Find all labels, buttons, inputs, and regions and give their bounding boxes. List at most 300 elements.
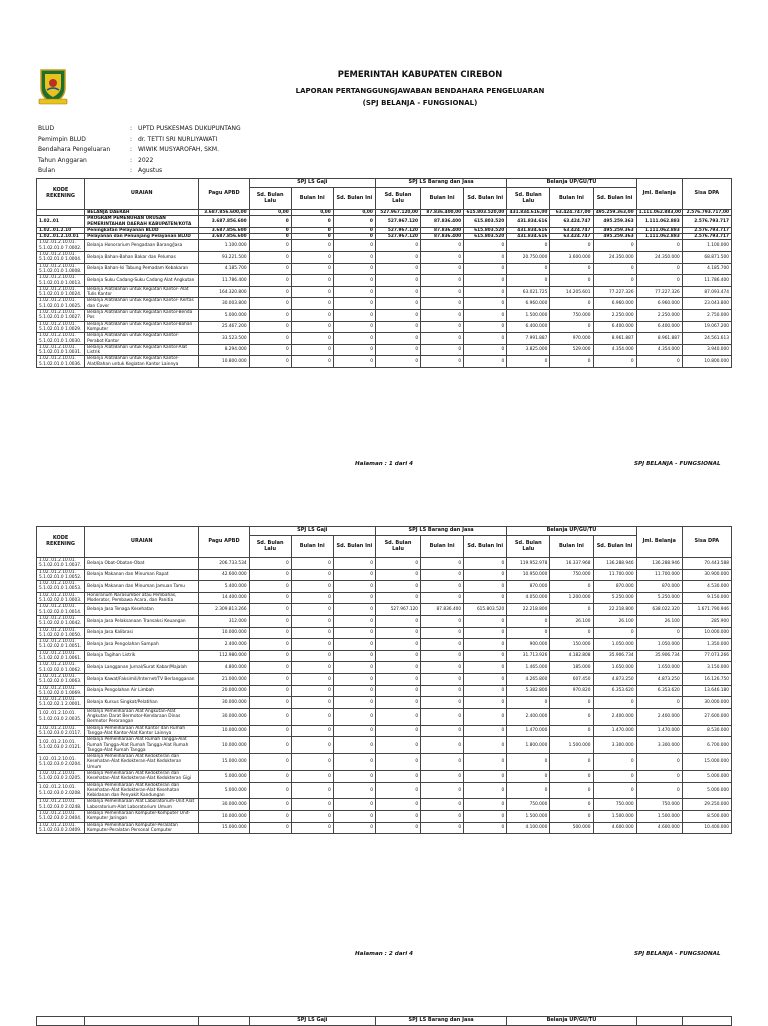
- cell-amount: 0: [333, 685, 375, 697]
- cell-amount: 63.424.747,00: [550, 210, 593, 216]
- cell-amount: 0: [636, 240, 682, 252]
- table-row: [37, 708, 732, 725]
- cell-amount: 0: [593, 240, 636, 252]
- cell-amount: 0,00: [249, 210, 291, 216]
- cell-amount: 1.350.000: [682, 639, 731, 651]
- info-value: Agustus: [138, 167, 163, 175]
- cell-amount: 0: [421, 344, 464, 356]
- cell-amount: 2.576.793.717: [682, 234, 731, 240]
- cell-amount: 0,00: [291, 210, 333, 216]
- cell-amount: 4.265.800: [507, 673, 550, 685]
- cell-amount: 5.250.000: [636, 592, 682, 604]
- col-pagu-header: Pagu APBD: [199, 527, 249, 558]
- cell-amount: 8.530.000: [682, 725, 731, 737]
- cell-amount: 4.185.700: [199, 263, 249, 275]
- info-label: BLUD: [38, 125, 55, 132]
- info-value: dr. TETTI SRI NURLIYAWATI: [138, 135, 218, 143]
- cell-amount: 0: [421, 770, 464, 782]
- table-row: [37, 639, 732, 651]
- cell-amount: 0: [291, 673, 333, 685]
- group-ls-gaji-header: SPJ LS Gaji: [249, 1017, 375, 1026]
- cell-amount: 8.500.000: [682, 811, 731, 823]
- table-row: [37, 604, 732, 616]
- cell-amount: 164.320.800: [199, 286, 249, 298]
- cell-amount: 15.000.000: [199, 822, 249, 834]
- cell-amount: 1.500.000: [593, 811, 636, 823]
- cell-amount: 3.687.856.600: [199, 234, 249, 240]
- cell-amount: 0: [249, 604, 291, 616]
- col-bulan-ini-header: Bulan Ini: [550, 536, 593, 558]
- government-name: PEMERINTAH KABUPATEN CIREBON: [337, 69, 503, 79]
- cell-amount: 42.600.000: [199, 569, 249, 581]
- cell-amount: 0: [375, 799, 420, 811]
- cell-amount: 750.000: [636, 799, 682, 811]
- col-uraian-header: URAIAN: [85, 179, 199, 210]
- cell-amount: 0: [464, 286, 507, 298]
- cell-amount: 23.043.800: [682, 298, 731, 310]
- cell-amount: 0: [464, 639, 507, 651]
- cell-amount: 1.111.062.883,00: [636, 210, 682, 216]
- cell-amount: 615.803.520: [464, 216, 507, 228]
- cell-amount: 0: [291, 216, 333, 228]
- cell-amount: 0: [375, 708, 420, 725]
- cell-amount: 27.600.000: [682, 708, 731, 725]
- table-row: [37, 333, 732, 345]
- info-separator: :: [130, 156, 133, 164]
- cell-amount: 35.906.734: [636, 650, 682, 662]
- cell-amount: 0: [249, 770, 291, 782]
- cell-amount: 5.000.000: [199, 782, 249, 799]
- cell-uraian: Belanja Pemeliharaan Alat Angkutan-Alat Angkutan Darat Bermotor-Kendaraan Dinas Bermotor Perorangan: [85, 708, 199, 725]
- col-sd-bulan-ini-header: Sd. Bulan Ini: [593, 536, 636, 558]
- cell-amount: 2.250.000: [636, 310, 682, 322]
- cell-amount: 119.952.978: [507, 558, 550, 570]
- cell-amount: 1.470.000: [593, 725, 636, 737]
- cell-amount: 529.000: [550, 344, 593, 356]
- cell-amount: 0: [550, 263, 593, 275]
- cell-amount: 0: [333, 697, 375, 709]
- cell-amount: 0: [593, 627, 636, 639]
- cell-amount: 0: [291, 697, 333, 709]
- cell-amount: 0: [375, 615, 420, 627]
- col-sd-bulan-ini-header: Sd. Bulan Ini: [464, 188, 507, 210]
- cell-amount: 0: [421, 673, 464, 685]
- cell-amount: 0: [507, 356, 550, 368]
- group-ls-barang-header: SPJ LS Barang dan Jasa: [375, 527, 506, 536]
- cell-uraian: Belanja Honorarium Pengadaan Barang/Jasa: [85, 240, 199, 252]
- table-row: [37, 275, 732, 287]
- cell-amount: 0: [375, 286, 420, 298]
- cell-amount: 0: [421, 799, 464, 811]
- table-row: [37, 754, 732, 771]
- cell-amount: 0: [249, 627, 291, 639]
- cell-amount: 0: [333, 216, 375, 228]
- cell-amount: 0: [291, 650, 333, 662]
- cell-amount: 0: [333, 240, 375, 252]
- cell-amount: 0: [464, 263, 507, 275]
- cell-amount: 0: [333, 662, 375, 674]
- cell-uraian: Belanja Pemeliharaan Alat Kedokteran dan Kesehatan-Alat Kedokteran-Alat Kedokteran Gigi: [85, 770, 199, 782]
- cell-amount: 31.713.926: [507, 650, 550, 662]
- cell-amount: 63.424.747: [550, 216, 593, 228]
- cell-amount: 0: [333, 310, 375, 322]
- cell-amount: 0: [291, 685, 333, 697]
- cell-amount: 14.205.601: [550, 286, 593, 298]
- cell-amount: 0: [421, 592, 464, 604]
- cell-amount: 0: [464, 356, 507, 368]
- cell-amount: 0: [375, 662, 420, 674]
- cell-uraian: Peningkatan Pelayanan BLUD: [85, 227, 199, 233]
- cell-amount: 0: [291, 275, 333, 287]
- table-row: [37, 650, 732, 662]
- group-up-gu-tu-header: Belanja UP/GU/TU: [507, 179, 636, 188]
- cell-amount: 527.967.120,00: [375, 210, 420, 216]
- col-kode-header: KODE REKENING: [37, 179, 85, 210]
- cell-amount: 0: [421, 811, 464, 823]
- cell-amount: 0: [507, 275, 550, 287]
- cell-amount: 0: [291, 286, 333, 298]
- table-row: [37, 298, 732, 310]
- cell-amount: 0: [464, 737, 507, 754]
- cell-amount: 0: [375, 252, 420, 264]
- cell-amount: 0: [636, 697, 682, 709]
- cell-amount: 19.067.200: [682, 321, 731, 333]
- cell-amount: 0: [375, 356, 420, 368]
- cell-amount: 1.500.000: [636, 811, 682, 823]
- col-sd-bulan-lalu-header: Sd. Bulan Lalu: [507, 536, 550, 558]
- cell-amount: 0,00: [333, 210, 375, 216]
- table-row: [37, 811, 732, 823]
- cell-amount: 26.100: [550, 615, 593, 627]
- cell-amount: 0: [249, 799, 291, 811]
- cell-uraian: Belanja Bahan-Isi Tabung Pemadam Kebakaran: [85, 263, 199, 275]
- cell-kode-rekening: 1.02..01.2.10.01. 5.1.02.02.0 1.0014.: [37, 604, 85, 616]
- table-row: [37, 673, 732, 685]
- cell-amount: 0: [291, 234, 333, 240]
- cell-amount: 0: [375, 275, 420, 287]
- cell-amount: 0: [291, 581, 333, 593]
- cell-amount: 2.400.000: [199, 639, 249, 651]
- report-title: LAPORAN PERTANGGUNGJAWABAN BENDAHARA PENGELUARAN: [295, 87, 545, 95]
- cell-amount: 0: [464, 662, 507, 674]
- cell-amount: 0: [333, 737, 375, 754]
- cell-amount: 0: [375, 770, 420, 782]
- cell-amount: 0: [375, 627, 420, 639]
- cell-amount: 26.100: [593, 615, 636, 627]
- info-label: Tahun Anggaran: [38, 156, 87, 164]
- cell-kode-rekening: 1.02..01.2.10.01. 5.1.02.01.0 1.0030.: [37, 333, 85, 345]
- cell-kode-rekening: 1.02..01.2.10.01. 5.1.02.01.0 1.0027.: [37, 310, 85, 322]
- cell-amount: 7.991.887: [507, 333, 550, 345]
- cell-amount: 870.000: [636, 581, 682, 593]
- cell-amount: 136.288.946: [593, 558, 636, 570]
- cell-uraian: Belanja Jasa Kalibrasi: [85, 627, 199, 639]
- cell-amount: 4.050.000: [507, 592, 550, 604]
- col-kode-header: KODE REKENING: [37, 527, 85, 558]
- cell-amount: 0: [291, 799, 333, 811]
- info-label: Pemimpin BLUD: [38, 135, 86, 143]
- cell-amount: 0: [421, 662, 464, 674]
- info-separator: :: [130, 167, 133, 175]
- cell-uraian: Belanja Jasa Pelaksanaan Transaksi Keuangan: [85, 615, 199, 627]
- table-row: [37, 725, 732, 737]
- info-separator: :: [130, 135, 133, 143]
- cell-amount: 24.561.613: [682, 333, 731, 345]
- cell-amount: 1.111.062.883: [636, 216, 682, 228]
- cell-amount: 87.836.400: [421, 227, 464, 233]
- cell-amount: 2.750.000: [682, 310, 731, 322]
- group-up-gu-tu-header: Belanja UP/GU/TU: [507, 527, 636, 536]
- cell-amount: 1.650.000: [593, 662, 636, 674]
- cell-amount: 0: [333, 286, 375, 298]
- cell-amount: 0: [464, 252, 507, 264]
- cell-amount: 638.022.320: [636, 604, 682, 616]
- cell-uraian: Belanja Pemeliharaan Alat Kedokteran dan Kesehatan-Alat Kedokteran-Alat Kedokteran Umum: [85, 754, 199, 771]
- cell-kode-rekening: 1.02..01.2.10.01. 5.1.02.03.0 2.0035.: [37, 708, 85, 725]
- cell-uraian: BELANJA DAERAH: [85, 210, 199, 216]
- cell-amount: 22.218.800: [507, 604, 550, 616]
- cell-amount: 4.600.000: [636, 822, 682, 834]
- cell-kode-rekening: 1.02..01.2.10.01. 5.1.02.03.0 2.0121.: [37, 737, 85, 754]
- cell-uraian: Belanja Suku Cadang-Suku Cadang Alat Angkutan: [85, 275, 199, 287]
- cell-amount: 0: [464, 754, 507, 771]
- cell-amount: 0: [593, 275, 636, 287]
- cell-amount: 0: [421, 298, 464, 310]
- cell-amount: 0: [636, 754, 682, 771]
- cell-kode-rekening: 1.02..01.2.10.01. 5.1.02.01.0 1.0013.: [37, 275, 85, 287]
- cell-uraian: Belanja Kawat/Faksimili/Internet/TV Berlangganan: [85, 673, 199, 685]
- cell-amount: 527.967.120: [375, 234, 420, 240]
- cell-amount: 0: [421, 708, 464, 725]
- cell-amount: 0: [333, 639, 375, 651]
- cell-amount: 0: [333, 604, 375, 616]
- cell-amount: 0: [249, 708, 291, 725]
- cell-amount: 495.259.363,00: [593, 210, 636, 216]
- cell-amount: 87.836.400,00: [421, 210, 464, 216]
- cell-amount: 0: [375, 737, 420, 754]
- cell-uraian: Belanja Alat/Bahan untuk Kegiatan Kantor-Alat/Bahan untuk Kegiatan Kantor Lainnya: [85, 356, 199, 368]
- info-row: [38, 166, 241, 177]
- cell-amount: 16.337.968: [550, 558, 593, 570]
- cell-amount: 0: [375, 685, 420, 697]
- cell-amount: 13.646.180: [682, 685, 731, 697]
- info-row: [38, 124, 241, 135]
- cell-amount: 0: [375, 558, 420, 570]
- cell-amount: 0: [249, 592, 291, 604]
- cell-amount: 750.000: [507, 799, 550, 811]
- table-row: [37, 770, 732, 782]
- cell-amount: 4.800.000: [199, 662, 249, 674]
- cell-kode-rekening: 1.02..01: [37, 216, 85, 228]
- cell-uraian: Belanja Jasa Pengolahan Sampah: [85, 639, 199, 651]
- cell-amount: 10.800.000: [682, 356, 731, 368]
- cell-amount: 6.960.000: [636, 298, 682, 310]
- cell-uraian: Belanja Alat/Bahan untuk Kegiatan Kantor- Kertas dan Cover: [85, 298, 199, 310]
- cell-amount: 0: [249, 697, 291, 709]
- cell-amount: 4.354.000: [636, 344, 682, 356]
- cell-amount: 11.700.000: [593, 569, 636, 581]
- cell-amount: 9.150.000: [682, 592, 731, 604]
- table-row: [37, 697, 732, 709]
- table-row: [37, 356, 732, 368]
- cell-amount: 0: [291, 356, 333, 368]
- cell-amount: 0: [291, 737, 333, 754]
- cell-kode-rekening: 1.02..01.2.10.01. 5.1.02.02.0 1.0042.: [37, 615, 85, 627]
- cell-amount: 0: [333, 592, 375, 604]
- cell-amount: 2.400.000: [593, 708, 636, 725]
- cell-amount: 0: [550, 782, 593, 799]
- cell-amount: 0: [291, 321, 333, 333]
- table-row: [37, 615, 732, 627]
- table-body-page-2: [37, 558, 732, 834]
- cell-kode-rekening: 1.02..01.2.10.01. 5.1.02.03.0 2.0208.: [37, 782, 85, 799]
- col-bulan-ini-header: Bulan Ini: [550, 188, 593, 210]
- cell-amount: 0: [636, 263, 682, 275]
- col-uraian-header: URAIAN: [85, 527, 199, 558]
- cell-amount: 312.000: [199, 615, 249, 627]
- cell-uraian: Belanja Makanan dan Minuman Jamuan Tamu: [85, 581, 199, 593]
- cell-amount: 0: [593, 697, 636, 709]
- cell-uraian: Belanja Alat/Bahan untuk Kegiatan Kantor- Alat Tulis Kantor: [85, 286, 199, 298]
- cell-kode-rekening: 1.02..01.2.10.01. 5.1.02.02.0 1.0063.: [37, 673, 85, 685]
- cell-amount: 0: [421, 639, 464, 651]
- table-row: [37, 286, 732, 298]
- cell-amount: 0: [291, 782, 333, 799]
- cell-amount: 0: [550, 811, 593, 823]
- cell-uraian: Belanja Langganan Jurnal/Surat Kabar/Majalah: [85, 662, 199, 674]
- table-row: [37, 240, 732, 252]
- cell-amount: 6.353.620: [593, 685, 636, 697]
- cell-amount: 0: [421, 737, 464, 754]
- cell-kode-rekening: 1.02..01.2.10.01. 5.1.02.01.0 7.0002.: [37, 240, 85, 252]
- document-type-footer: SPJ BELANJA - FUNGSIONAL: [634, 461, 721, 467]
- cell-amount: 185.000: [550, 662, 593, 674]
- cell-amount: 0: [375, 822, 420, 834]
- group-ls-barang-header: SPJ LS Barang dan Jasa: [375, 179, 506, 188]
- cell-uraian: Belanja Alat/Bahan untuk Kegiatan Kantor-Benda Pos: [85, 310, 199, 322]
- cell-amount: 10.000.000: [199, 725, 249, 737]
- cell-amount: 0: [421, 754, 464, 771]
- cell-amount: 0: [291, 811, 333, 823]
- cell-amount: 431.834.616: [507, 216, 550, 228]
- cell-amount: 0: [333, 581, 375, 593]
- cell-amount: 527.967.120: [375, 604, 420, 616]
- cell-amount: 0: [291, 252, 333, 264]
- cell-amount: 0: [421, 581, 464, 593]
- cell-amount: 6.700.000: [682, 737, 731, 754]
- table-row: [37, 627, 732, 639]
- cell-amount: 87.836.400: [421, 604, 464, 616]
- cell-amount: 0: [249, 811, 291, 823]
- cell-amount: 0: [550, 581, 593, 593]
- col-sd-bulan-lalu-header: Sd. Bulan Lalu: [375, 536, 420, 558]
- cell-amount: 0: [550, 356, 593, 368]
- cell-amount: 0: [464, 321, 507, 333]
- cell-amount: 0: [375, 650, 420, 662]
- cell-amount: 0: [375, 321, 420, 333]
- cell-amount: 0: [333, 822, 375, 834]
- cell-amount: 1.470.000: [636, 725, 682, 737]
- cell-amount: 68.871.500: [682, 252, 731, 264]
- cell-amount: 0: [249, 737, 291, 754]
- col-sisa-dpa-header: Sisa DPA: [682, 179, 731, 210]
- cell-amount: 0: [375, 639, 420, 651]
- cell-amount: 0: [375, 263, 420, 275]
- cell-amount: 0: [507, 615, 550, 627]
- col-sd-bulan-lalu-header: Sd. Bulan Lalu: [249, 536, 291, 558]
- info-row: [38, 156, 241, 167]
- cell-amount: 750.000: [550, 310, 593, 322]
- cell-uraian: Pelayanan dan Penunjang Pelayanan BLUD: [85, 234, 199, 240]
- cell-amount: 5.000.000: [199, 770, 249, 782]
- report-info-block: [38, 124, 241, 177]
- table-row: [37, 662, 732, 674]
- cell-amount: 500.000: [550, 822, 593, 834]
- cell-amount: 0: [464, 822, 507, 834]
- cell-amount: 0: [464, 569, 507, 581]
- cell-amount: 87.836.400: [421, 216, 464, 228]
- info-label: Bulan: [38, 167, 56, 175]
- cell-amount: 150.000: [550, 639, 593, 651]
- cell-kode-rekening: 1.02..01.2.10.01. 5.1.02.03.0 2.0404.: [37, 811, 85, 823]
- cell-amount: 431.834.616: [507, 227, 550, 233]
- cell-amount: 527.967.120: [375, 216, 420, 228]
- cell-amount: 1.470.000: [507, 725, 550, 737]
- cell-amount: 0: [464, 799, 507, 811]
- col-sisa-dpa-header: Sisa DPA: [682, 527, 731, 558]
- table-row: [37, 737, 732, 754]
- cell-amount: 0: [249, 344, 291, 356]
- cell-uraian: Belanja Kursus Singkat/Pelatihan: [85, 697, 199, 709]
- cell-amount: 0: [375, 811, 420, 823]
- col-sd-bulan-ini-header: Sd. Bulan Ini: [464, 536, 507, 558]
- cell-amount: 0: [550, 275, 593, 287]
- cell-kode-rekening: 1.02..01.2.10.01. 5.1.02.02.0 1.0003.: [37, 592, 85, 604]
- cell-amount: 0: [375, 782, 420, 799]
- col-bulan-ini-header: Bulan Ini: [421, 188, 464, 210]
- cell-amount: 22.218.800: [593, 604, 636, 616]
- cell-amount: 0: [249, 333, 291, 345]
- cell-amount: 21.000.000: [199, 673, 249, 685]
- cell-amount: 0: [333, 782, 375, 799]
- cell-amount: 0: [464, 344, 507, 356]
- cell-amount: 0: [249, 263, 291, 275]
- cell-amount: 0: [333, 725, 375, 737]
- cell-amount: 1.500.000: [550, 737, 593, 754]
- cell-amount: 970.820: [550, 685, 593, 697]
- cell-amount: 0: [249, 662, 291, 674]
- cell-amount: 0: [507, 754, 550, 771]
- cell-amount: 1.050.000: [636, 639, 682, 651]
- cell-amount: 0: [333, 333, 375, 345]
- cell-amount: 11.700.000: [636, 569, 682, 581]
- cell-amount: 0: [464, 697, 507, 709]
- cell-amount: 206.733.534: [199, 558, 249, 570]
- cell-amount: 0: [249, 782, 291, 799]
- cell-amount: 6.960.000: [507, 298, 550, 310]
- cell-amount: 0: [249, 321, 291, 333]
- col-pagu-header: [199, 1017, 249, 1026]
- cell-amount: 5.400.000: [199, 581, 249, 593]
- cell-amount: 0: [291, 639, 333, 651]
- col-kode-header: [37, 1017, 85, 1026]
- cell-amount: 0: [421, 240, 464, 252]
- cell-amount: 0: [507, 697, 550, 709]
- cell-amount: 0: [291, 662, 333, 674]
- cell-amount: 1.050.000: [593, 639, 636, 651]
- cell-amount: 0: [249, 754, 291, 771]
- cell-amount: 93.221.500: [199, 252, 249, 264]
